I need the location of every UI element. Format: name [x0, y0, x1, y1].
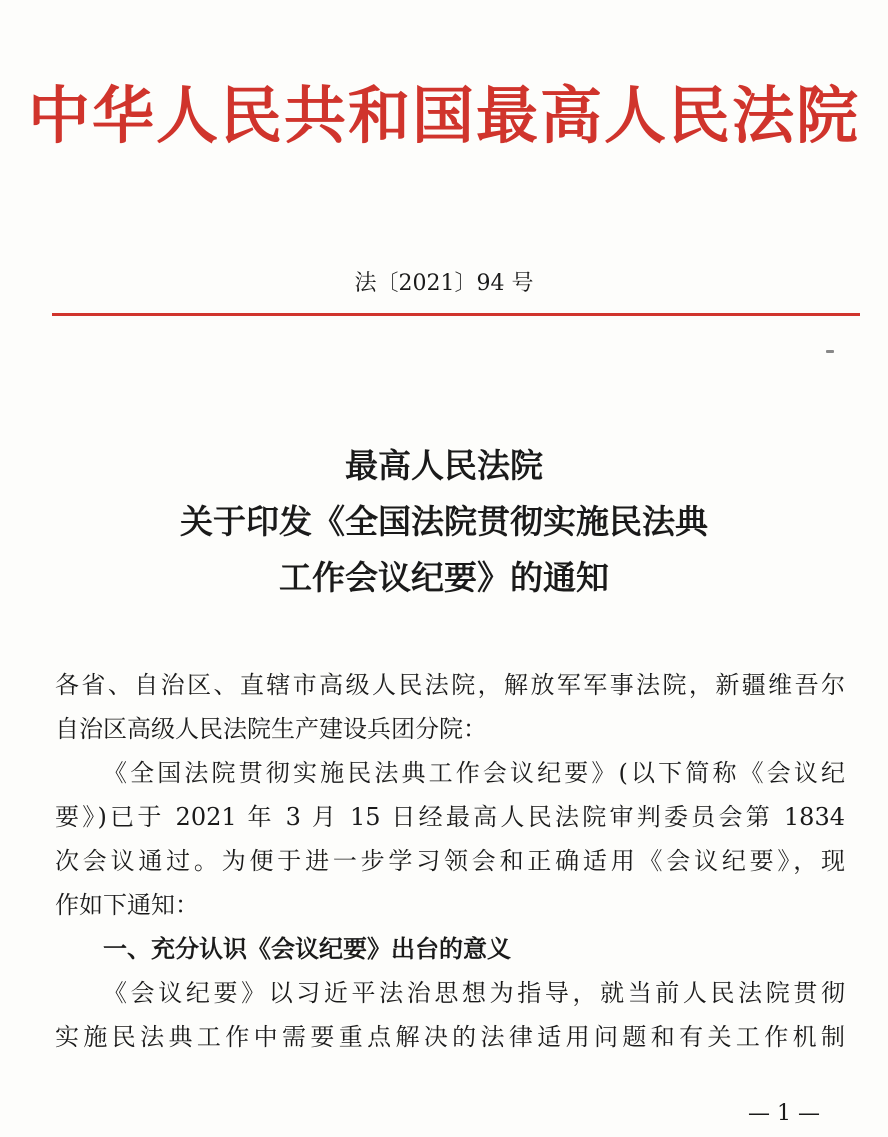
- document-number: 法〔2021〕94 号: [354, 271, 534, 296]
- scan-mark: [826, 350, 834, 353]
- title-line-2: 关于印发《全国法院贯彻实施民法典: [180, 502, 708, 541]
- paragraph-1-line-1: 《全国法院贯彻实施民法典工作会议纪要》(以下简称《会议纪: [103, 759, 845, 787]
- paragraph-1-line-2: 要》)已于 2021 年 3 月 15 日经最高人民法院审判委员会第 1834: [55, 803, 845, 831]
- red-separator-line: [52, 313, 860, 316]
- section-1-heading: 一、充分认识《会议纪要》出台的意义: [103, 935, 511, 963]
- paragraph-1-line-3: 次会议通过。为便于进一步学习领会和正确适用《会议纪要》，现: [55, 847, 845, 875]
- paragraph-2-line-2: 实施民法典工作中需要重点解决的法律适用问题和有关工作机制: [55, 1023, 845, 1051]
- addressee-line-2: 自治区高级人民法院生产建设兵团分院：: [55, 715, 487, 743]
- paragraph-2-line-1: 《会议纪要》以习近平法治思想为指导，就当前人民法院贯彻: [103, 979, 845, 1007]
- title-line-1: 最高人民法院: [345, 446, 543, 485]
- addressee-line-1: 各省、自治区、直辖市高级人民法院，解放军军事法院，新疆维吾尔: [55, 671, 845, 699]
- page-number: — 1 —: [748, 1101, 820, 1126]
- document-title: [0, 438, 888, 606]
- issuing-authority-header: 中华人民共和国最高人民法院: [27, 79, 860, 152]
- document-body: [55, 663, 845, 1059]
- paragraph-1-line-4: 作如下通知：: [55, 891, 199, 919]
- title-line-3: 工作会议纪要》的通知: [279, 558, 609, 597]
